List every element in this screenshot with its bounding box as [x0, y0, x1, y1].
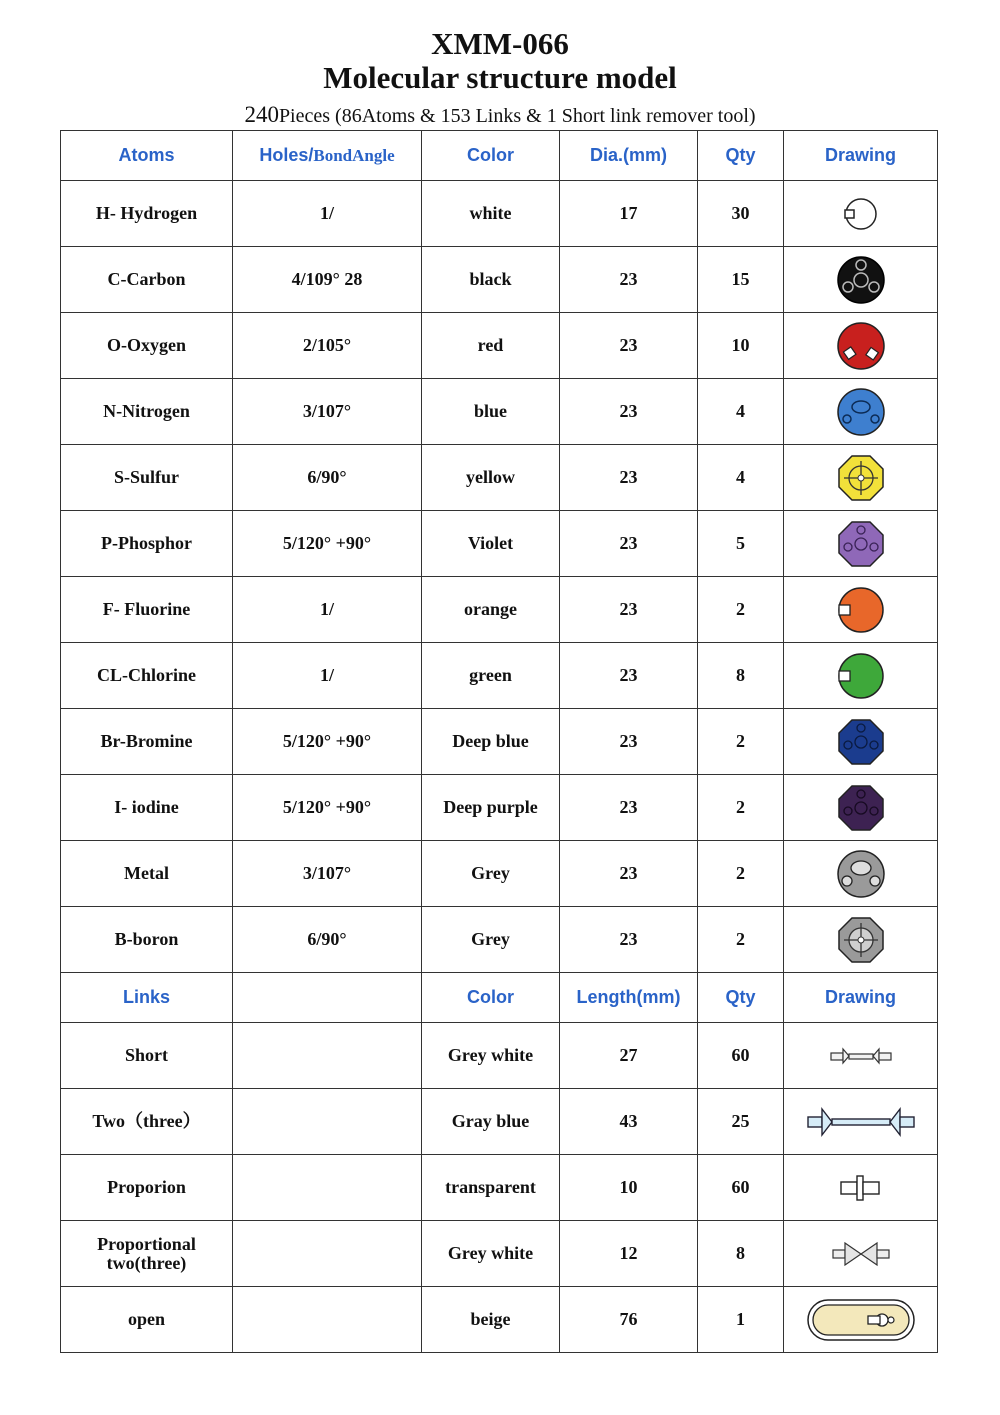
atom-name: F- Fluorine [61, 577, 233, 643]
links-header: Links [61, 973, 233, 1023]
length-header: Length(mm) [560, 973, 698, 1023]
atom-color: Deep blue [422, 709, 560, 775]
atom-diameter: 23 [560, 445, 698, 511]
link-name: open [61, 1287, 233, 1353]
atom-holes: 3/107° [233, 841, 422, 907]
atom-holes: 3/107° [233, 379, 422, 445]
atom-color: orange [422, 577, 560, 643]
atom-name: B-boron [61, 907, 233, 973]
atom-diameter: 17 [560, 181, 698, 247]
atom-name: P-Phosphor [61, 511, 233, 577]
links-header-row [61, 973, 938, 1023]
atom-qty: 15 [698, 247, 784, 313]
atom-holes: 4/109° 28 [233, 247, 422, 313]
model-number: XMM-066 [431, 26, 569, 61]
atom-diameter: 23 [560, 775, 698, 841]
atom-holes: 5/120° +90° [233, 511, 422, 577]
page-title: Molecular structure model [323, 60, 677, 95]
diameter-header: Dia.(mm) [560, 131, 698, 181]
atom-color: black [422, 247, 560, 313]
atom-qty: 5 [698, 511, 784, 577]
link-length: 43 [560, 1089, 698, 1155]
link-color: Grey white [422, 1023, 560, 1089]
atom-holes: 5/120° +90° [233, 775, 422, 841]
atom-holes: 2/105° [233, 313, 422, 379]
hydrogen-ball-icon [841, 194, 881, 234]
atom-row [61, 445, 938, 511]
link-color: Gray blue [422, 1089, 560, 1155]
link-name: Proportional two(three) [61, 1221, 233, 1287]
atom-qty: 4 [698, 445, 784, 511]
atom-color: Deep purple [422, 775, 560, 841]
atom-row [61, 511, 938, 577]
atom-qty: 2 [698, 577, 784, 643]
atom-diameter: 23 [560, 643, 698, 709]
link-empty-cell [233, 1287, 422, 1353]
atom-holes: 5/120° +90° [233, 709, 422, 775]
link-name: Proporion [61, 1155, 233, 1221]
atom-qty: 2 [698, 841, 784, 907]
link-name: Two（three） [61, 1089, 233, 1155]
bromine-ball-icon [836, 717, 886, 767]
atom-color: Grey [422, 907, 560, 973]
atom-color: Grey [422, 841, 560, 907]
atom-color: yellow [422, 445, 560, 511]
phosphor-ball-icon [836, 519, 886, 569]
oxygen-ball-icon [836, 321, 886, 371]
link-row [61, 1287, 938, 1353]
link-color: Grey white [422, 1221, 560, 1287]
atom-name: S-Sulfur [61, 445, 233, 511]
link-empty-cell [233, 1089, 422, 1155]
piece-count: 240 [244, 102, 279, 127]
atom-diameter: 23 [560, 709, 698, 775]
atom-color: white [422, 181, 560, 247]
atom-row [61, 379, 938, 445]
parts-table [60, 130, 938, 1353]
link-qty: 25 [698, 1089, 784, 1155]
proportion-link-icon [839, 1173, 883, 1203]
nitrogen-ball-icon [836, 387, 886, 437]
link-row [61, 1221, 938, 1287]
link-drawing-header: Drawing [784, 973, 938, 1023]
atom-diameter: 23 [560, 247, 698, 313]
link-color: transparent [422, 1155, 560, 1221]
atom-diameter: 23 [560, 313, 698, 379]
link-qty: 60 [698, 1023, 784, 1089]
link-remover-tool-icon [806, 1297, 916, 1343]
atoms-header-row [61, 131, 938, 181]
atom-qty: 30 [698, 181, 784, 247]
atom-name: I- iodine [61, 775, 233, 841]
atom-name: CL-Chlorine [61, 643, 233, 709]
atom-diameter: 23 [560, 511, 698, 577]
atom-row [61, 775, 938, 841]
atom-row [61, 247, 938, 313]
atom-qty: 4 [698, 379, 784, 445]
link-color-header: Color [422, 973, 560, 1023]
link-empty-cell [233, 1023, 422, 1089]
atom-name: N-Nitrogen [61, 379, 233, 445]
atom-holes: 6/90° [233, 907, 422, 973]
qty-header: Qty [698, 131, 784, 181]
atom-row [61, 181, 938, 247]
boron-ball-icon [836, 915, 886, 965]
link-empty-cell [233, 1155, 422, 1221]
atom-name: H- Hydrogen [61, 181, 233, 247]
atom-color: Violet [422, 511, 560, 577]
piece-breakdown: Pieces (86Atoms & 153 Links & 1 Short link remover tool) [278, 105, 756, 127]
atom-qty: 2 [698, 907, 784, 973]
atom-color: blue [422, 379, 560, 445]
link-qty: 8 [698, 1221, 784, 1287]
atom-color: green [422, 643, 560, 709]
atom-holes: 1/ [233, 181, 422, 247]
link-length: 12 [560, 1221, 698, 1287]
atom-diameter: 23 [560, 841, 698, 907]
atom-name: Metal [61, 841, 233, 907]
link-color: beige [422, 1287, 560, 1353]
iodine-ball-icon [836, 783, 886, 833]
atom-name: O-Oxygen [61, 313, 233, 379]
link-length: 27 [560, 1023, 698, 1089]
atom-diameter: 23 [560, 577, 698, 643]
link-length: 10 [560, 1155, 698, 1221]
link-qty: 1 [698, 1287, 784, 1353]
link-row [61, 1023, 938, 1089]
long-link-icon [806, 1105, 916, 1139]
holes-header-label: Holes/ [259, 145, 314, 165]
link-qty: 60 [698, 1155, 784, 1221]
atom-name: Br-Bromine [61, 709, 233, 775]
atom-row [61, 907, 938, 973]
atom-color: red [422, 313, 560, 379]
bondangle-header-label: BondAngle [313, 146, 395, 165]
sulfur-ball-icon [836, 453, 886, 503]
carbon-ball-icon [836, 255, 886, 305]
short-link-icon [829, 1043, 893, 1069]
atom-row [61, 577, 938, 643]
link-row [61, 1089, 938, 1155]
link-empty-cell [233, 1221, 422, 1287]
piece-count-subtitle [0, 100, 1000, 131]
atom-diameter: 23 [560, 907, 698, 973]
atoms-header: Atoms [61, 131, 233, 181]
link-row [61, 1155, 938, 1221]
link-length: 76 [560, 1287, 698, 1353]
drawing-header: Drawing [784, 131, 938, 181]
atom-name: C-Carbon [61, 247, 233, 313]
link-name: Short [61, 1023, 233, 1089]
atom-holes: 1/ [233, 643, 422, 709]
atom-row [61, 841, 938, 907]
proportional-link-icon [831, 1239, 891, 1269]
chlorine-ball-icon [836, 651, 886, 701]
atom-row [61, 643, 938, 709]
atom-qty: 2 [698, 709, 784, 775]
atom-row [61, 709, 938, 775]
fluorine-ball-icon [836, 585, 886, 635]
holes-header [233, 131, 422, 181]
atom-qty: 10 [698, 313, 784, 379]
atom-qty: 8 [698, 643, 784, 709]
metal-ball-icon [836, 849, 886, 899]
link-qty-header: Qty [698, 973, 784, 1023]
atom-diameter: 23 [560, 379, 698, 445]
color-header: Color [422, 131, 560, 181]
atom-qty: 2 [698, 775, 784, 841]
atom-holes: 1/ [233, 577, 422, 643]
atom-row [61, 313, 938, 379]
links-empty-header [233, 973, 422, 1023]
atom-holes: 6/90° [233, 445, 422, 511]
